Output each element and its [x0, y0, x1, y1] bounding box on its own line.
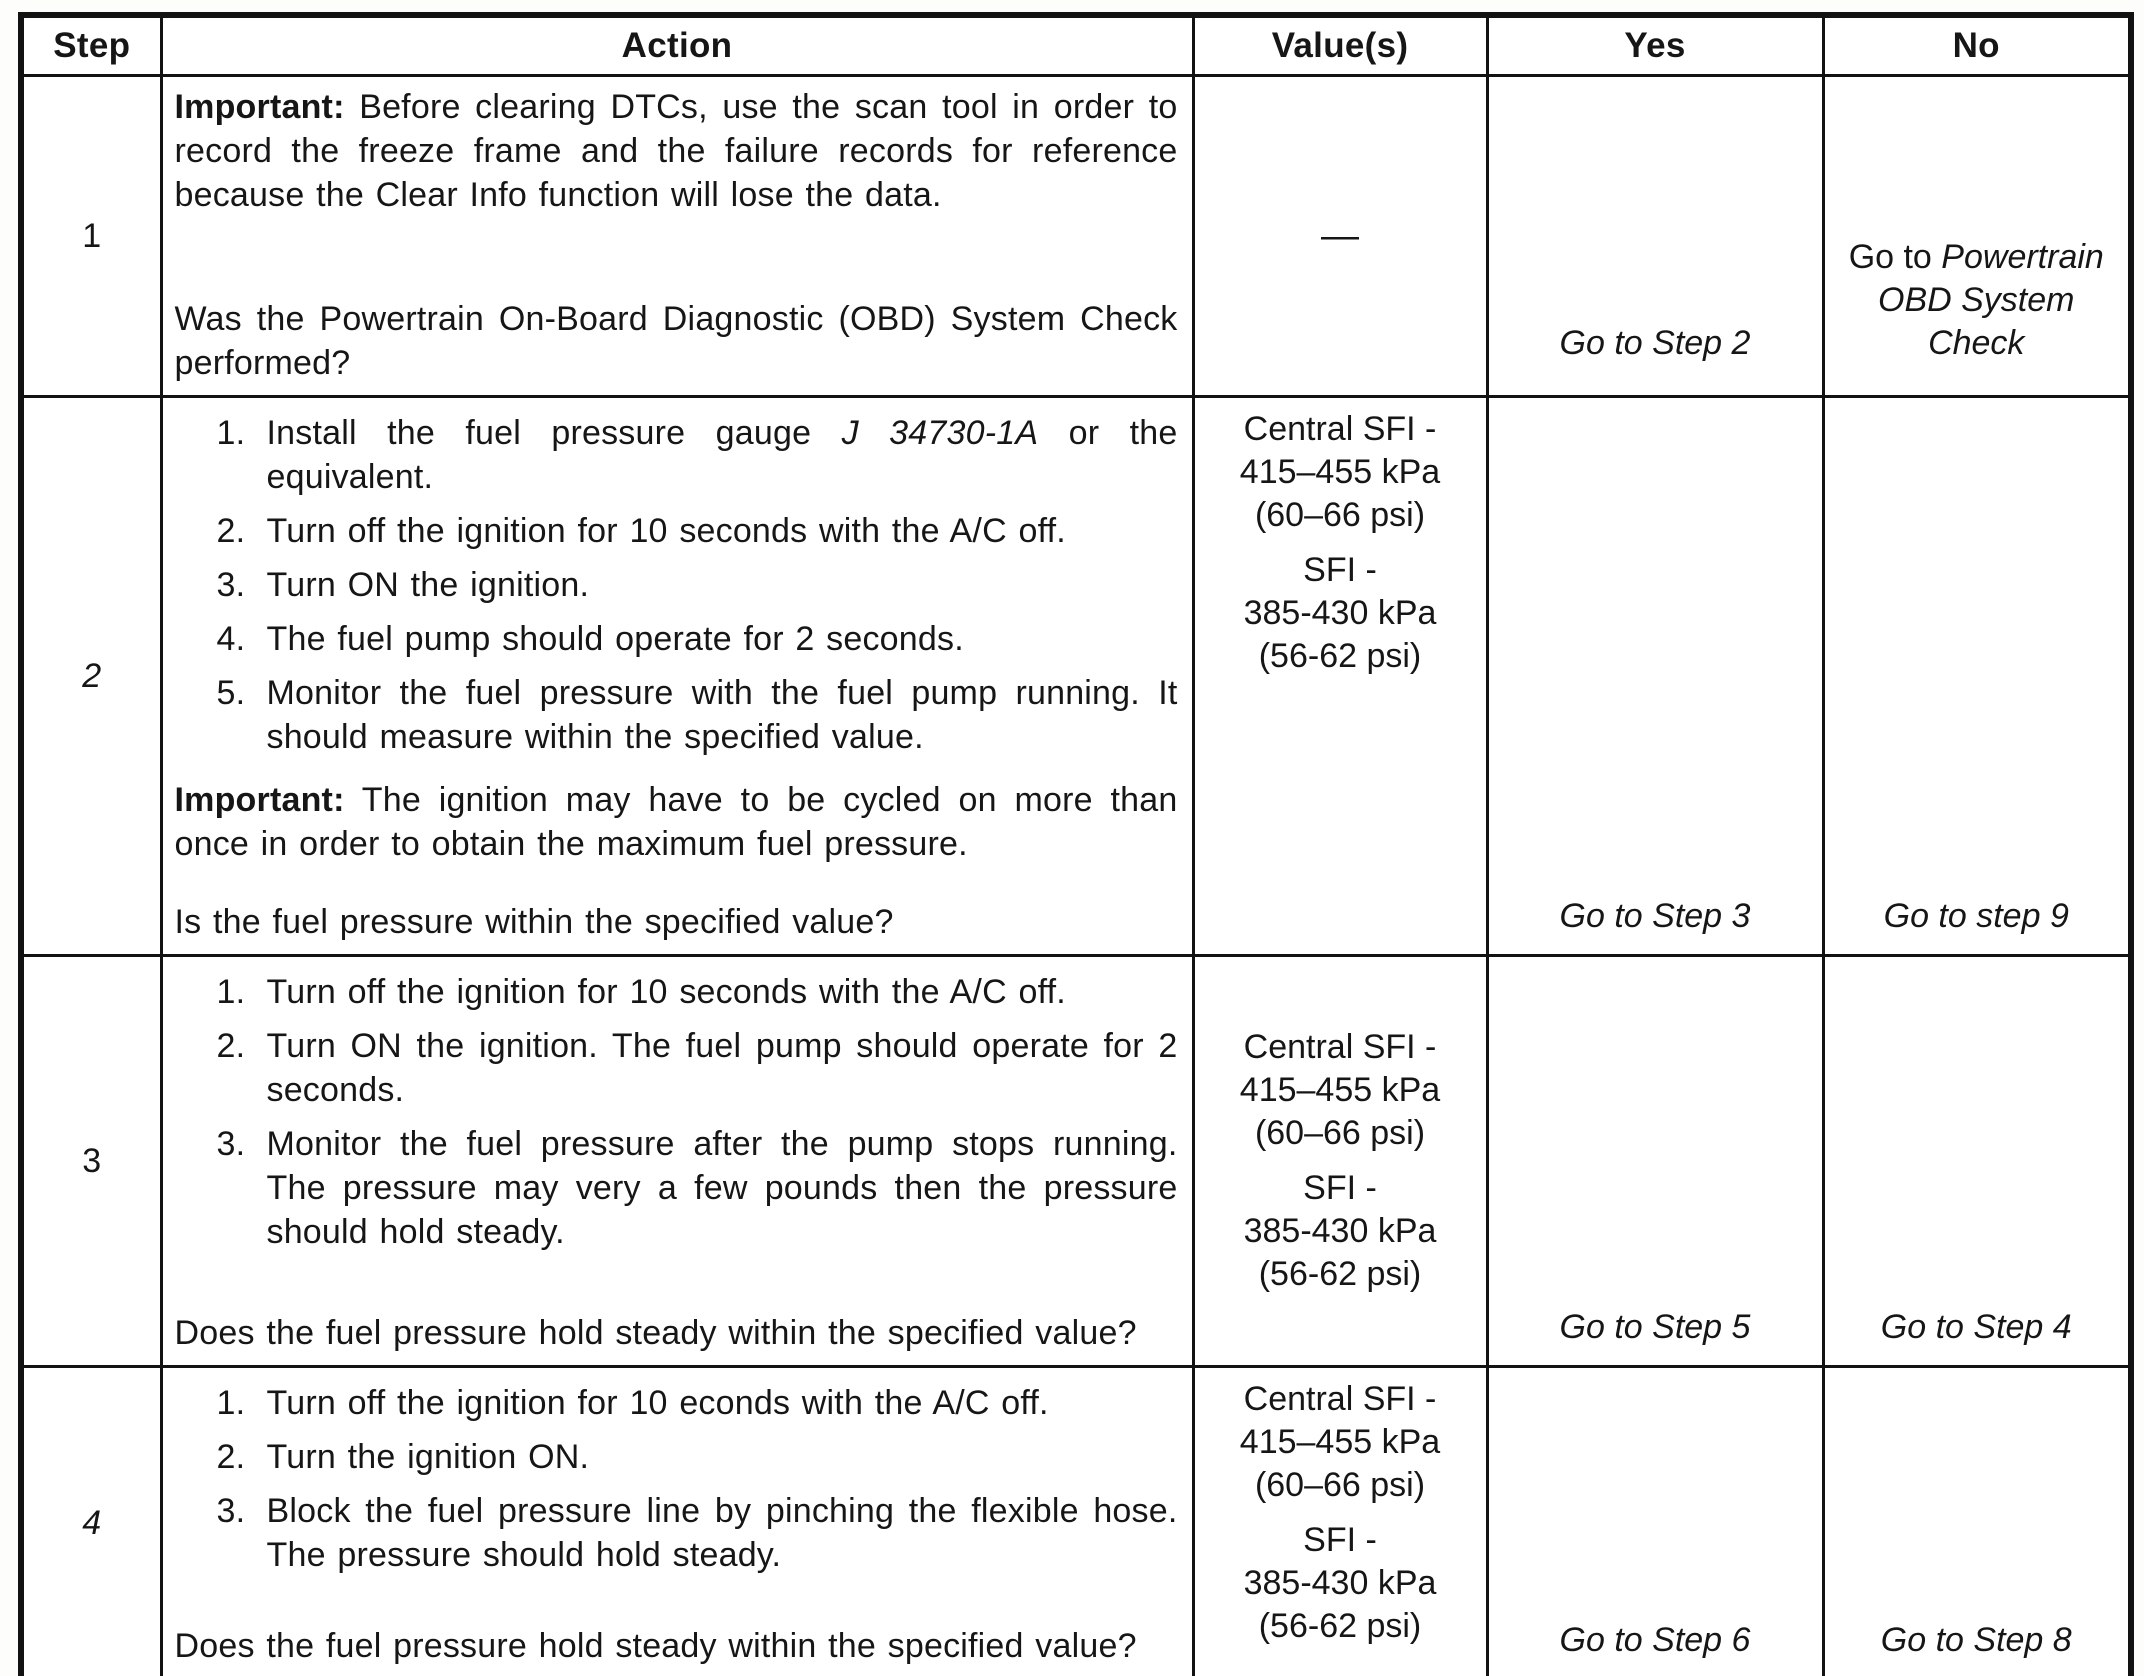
action-cell [161, 956, 1193, 1367]
value-line: 415–455 kPa [1239, 1071, 1441, 1109]
action-question: Does the fuel pressure hold steady within the specified value? [174, 1627, 1137, 1665]
value-line: (56-62 psi) [1258, 1607, 1422, 1645]
goto-text: Go to step 9 [1883, 897, 2069, 935]
action-list-item [217, 1122, 1178, 1254]
action-list-item [217, 617, 1178, 661]
value-line: Central SFI - [1243, 1028, 1437, 1066]
value-line: (56-62 psi) [1258, 1255, 1422, 1293]
action-question: Does the fuel pressure hold steady within the specified value? [174, 1314, 1137, 1352]
goto-text: Go to Step 2 [1559, 324, 1751, 362]
step-cell: 1 [21, 76, 161, 397]
value-line: 385-430 kPa [1243, 594, 1437, 632]
value-sfi [1199, 549, 1482, 678]
action-list-item [217, 970, 1178, 1014]
goto-prefix: Go to [1848, 238, 1942, 276]
value-line: 385-430 kPa [1243, 1564, 1437, 1602]
item-text: The fuel pump should operate for 2 seconds. [266, 620, 964, 658]
header-values: Value(s) [1193, 15, 1487, 76]
action-content [175, 85, 1178, 385]
item-text: Block the fuel pressure line by pinching the flexible hose. The pressure should hold steady. [266, 1492, 1178, 1574]
action-cell [161, 1367, 1193, 1676]
value-line: Central SFI - [1243, 1380, 1437, 1418]
item-number: 3. [216, 1492, 246, 1530]
value-cell [1193, 397, 1487, 956]
value-line: SFI - [1303, 551, 1377, 589]
action-list-item [217, 671, 1178, 759]
item-text-pre: Install the fuel pressure gauge [266, 414, 842, 452]
value-line: SFI - [1303, 1169, 1377, 1207]
value-central-sfi [1199, 1378, 1482, 1507]
value-central-sfi [1199, 1026, 1482, 1155]
item-number: 3. [216, 1125, 246, 1163]
important-note [175, 778, 1178, 866]
diagnostic-table [18, 12, 2134, 1676]
important-label: Important: [174, 781, 345, 819]
step-cell: 4 [21, 1367, 161, 1676]
item-number: 2. [216, 512, 246, 550]
table-row-step-2 [21, 397, 2131, 956]
step-cell: 2 [21, 397, 161, 956]
yes-cell [1487, 76, 1823, 397]
item-text: Turn off the ignition for 10 econds with the A/C off. [266, 1384, 1049, 1422]
value-sfi [1199, 1519, 1482, 1648]
action-list-item [217, 509, 1178, 553]
action-list-item [217, 411, 1178, 499]
item-text [267, 411, 1178, 499]
action-question: Was the Powertrain On-Board Diagnostic (OBD) System Check performed? [174, 300, 1178, 382]
value-line: (60–66 psi) [1254, 1466, 1426, 1504]
action-question: Is the fuel pressure within the specified value? [174, 903, 894, 941]
goto-text: Go to Step 8 [1880, 1621, 2072, 1659]
action-content [175, 965, 1178, 1355]
item-text: Monitor the fuel pressure after the pump stops running. The pressure may very a few pounds then the pressure should hold steady. [266, 1125, 1178, 1251]
value-cell [1193, 956, 1487, 1367]
no-cell [1823, 397, 2131, 956]
goto-text: Go to Step 6 [1559, 1621, 1751, 1659]
value-line: (56-62 psi) [1258, 637, 1422, 675]
value-cell [1193, 76, 1487, 397]
action-list-item [217, 1381, 1178, 1425]
item-text: Turn off the ignition for 10 seconds with the A/C off. [266, 512, 1066, 550]
goto-reference: Powertrain OBD System Check [1878, 238, 2104, 362]
value-line: 415–455 kPa [1239, 453, 1441, 491]
action-list-item [217, 1435, 1178, 1479]
header-yes: Yes [1487, 15, 1823, 76]
action-content [175, 1376, 1178, 1668]
table-row-step-4 [21, 1367, 2131, 1676]
no-cell [1823, 1367, 2131, 1676]
step-cell: 3 [21, 956, 161, 1367]
action-cell [161, 397, 1193, 956]
action-list-item [217, 1489, 1178, 1577]
important-note [175, 85, 1178, 217]
goto-text: Go to Step 4 [1880, 1308, 2072, 1346]
item-text: Turn ON the ignition. The fuel pump should operate for 2 seconds. [266, 1027, 1178, 1109]
important-text: Before clearing DTCs, use the scan tool in order to record the freeze frame and the failure records for reference because the Clear Info function will lose the data. [174, 88, 1178, 214]
yes-cell [1487, 956, 1823, 1367]
header-no: No [1823, 15, 2131, 76]
item-number: 1. [216, 1384, 246, 1422]
item-text-post: or the equivalent. [266, 414, 1178, 496]
item-number: 3. [216, 566, 246, 604]
table-row-step-1 [21, 76, 2131, 397]
item-number: 4. [216, 620, 246, 658]
item-number: 5. [216, 674, 246, 712]
value-central-sfi [1199, 408, 1482, 537]
value-line: 385-430 kPa [1243, 1212, 1437, 1250]
action-list-item [217, 1024, 1178, 1112]
item-number: 1. [216, 973, 246, 1011]
item-number: 1. [216, 414, 246, 452]
action-cell [161, 76, 1193, 397]
value-line: SFI - [1303, 1521, 1377, 1559]
item-text: Turn ON the ignition. [266, 566, 590, 604]
item-text: Turn the ignition ON. [266, 1438, 590, 1476]
goto-text: Go to Step 5 [1559, 1308, 1751, 1346]
header-action: Action [161, 15, 1193, 76]
value-line: Central SFI - [1243, 410, 1437, 448]
value-cell [1193, 1367, 1487, 1676]
header-row [21, 15, 2131, 76]
item-text: Monitor the fuel pressure with the fuel pump running. It should measure within the specified value. [266, 674, 1178, 756]
yes-cell [1487, 1367, 1823, 1676]
important-text: The ignition may have to be cycled on more than once in order to obtain the maximum fuel pressure. [174, 781, 1178, 863]
item-number: 2. [216, 1027, 246, 1065]
yes-cell [1487, 397, 1823, 956]
action-list-item [217, 563, 1178, 607]
value-line: (60–66 psi) [1254, 1114, 1426, 1152]
table-row-step-3 [21, 956, 2131, 1367]
item-text: Turn off the ignition for 10 seconds with the A/C off. [266, 973, 1066, 1011]
important-label: Important: [174, 88, 345, 126]
value-sfi [1199, 1167, 1482, 1296]
value-dash: — [1321, 214, 1359, 257]
action-content [175, 406, 1178, 944]
no-cell [1823, 956, 2131, 1367]
value-line: 415–455 kPa [1239, 1423, 1441, 1461]
goto-text: Go to Step 3 [1559, 897, 1751, 935]
item-number: 2. [216, 1438, 246, 1476]
tool-number: J 34730-1A [841, 414, 1039, 452]
value-line: (60–66 psi) [1254, 496, 1426, 534]
no-cell [1823, 76, 2131, 397]
header-step: Step [21, 15, 161, 76]
